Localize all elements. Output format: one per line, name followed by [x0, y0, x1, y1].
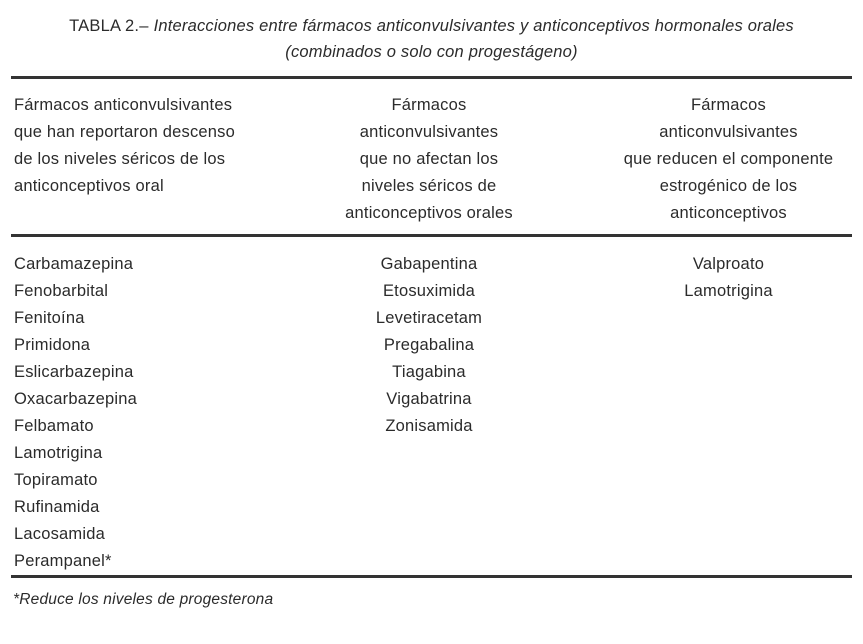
drug-name: Valproato [692, 255, 765, 273]
header-line: anticonceptivos [670, 204, 787, 222]
drug-name: Fenobarbital [14, 282, 109, 300]
table-header-row [11, 79, 852, 234]
drug-name: Gabapentina [380, 255, 478, 273]
drug-name: Vigabatrina [386, 390, 472, 408]
header-line: anticonvulsivantes [359, 123, 499, 141]
body-column-1 [11, 251, 253, 575]
header-column-2 [253, 92, 605, 227]
header-column-1 [11, 92, 253, 227]
table-subtitle: (combinados o solo con progestágeno) [285, 43, 578, 61]
drug-name: Primidona [14, 336, 91, 354]
table-caption-line-1 [11, 13, 852, 39]
header-line: Fármacos [391, 96, 467, 114]
drug-name: Eslicarbazepina [14, 363, 134, 381]
drug-name: Levetiracetam [375, 309, 483, 327]
drug-name: Pregabalina [383, 336, 475, 354]
drug-name: Carbamazepina [14, 255, 134, 273]
header-line: estrogénico de los [659, 177, 798, 195]
drug-name: Lamotrigina [684, 282, 773, 300]
drug-name: Oxacarbazepina [14, 390, 137, 408]
header-line: de los niveles séricos de los [14, 150, 226, 168]
drug-name: Rufinamida [14, 498, 100, 516]
header-line: anticonceptivos oral [14, 177, 164, 195]
table-number: TABLA 2.– [69, 17, 149, 35]
header-line: que reducen el componente [623, 150, 834, 168]
drug-name: Tiagabina [392, 363, 466, 381]
drug-name: Perampanel* [14, 552, 112, 570]
header-line: Fármacos anticonvulsivantes [14, 96, 233, 114]
drug-name: Fenitoína [14, 309, 85, 327]
drug-name: Etosuximida [382, 282, 476, 300]
header-line: que han reportaron descenso [14, 123, 235, 141]
body-column-2 [253, 251, 605, 575]
footnote-text: *Reduce los niveles de progesterona [13, 591, 274, 608]
body-column-3 [605, 251, 852, 575]
table-body [11, 237, 852, 575]
header-column-3 [605, 92, 852, 227]
drug-name: Lacosamida [14, 525, 105, 543]
drug-name: Zonisamida [385, 417, 473, 435]
header-line: que no afectan los [359, 150, 499, 168]
drug-name: Felbamato [14, 417, 94, 435]
table-caption [11, 0, 852, 65]
header-line: anticonvulsivantes [659, 123, 798, 141]
table-title-text: Interacciones entre fármacos anticonvulsivantes y anticonceptivos hormonales orales [153, 17, 794, 35]
header-line: niveles séricos de [361, 177, 497, 195]
header-line: anticonceptivos orales [345, 204, 513, 222]
header-line: Fármacos [691, 96, 766, 114]
drug-name: Topiramato [14, 471, 98, 489]
drug-name: Lamotrigina [14, 444, 103, 462]
